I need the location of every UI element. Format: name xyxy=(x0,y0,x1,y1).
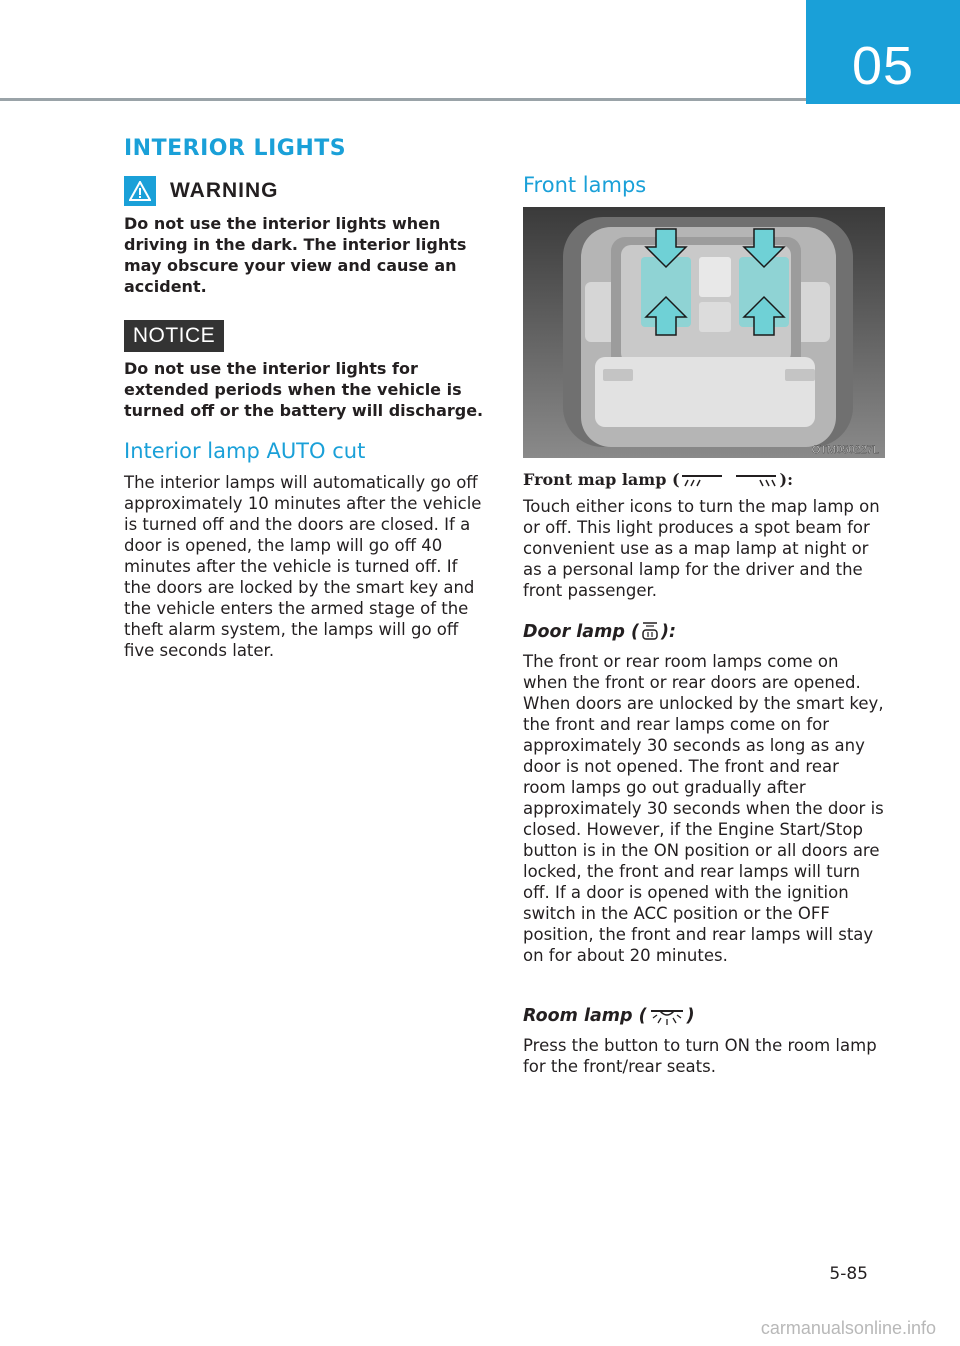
room-lamp-heading xyxy=(523,1005,695,1027)
chapter-tab xyxy=(806,0,960,104)
warning-label: WARNING xyxy=(170,179,279,202)
chapter-number: 05 xyxy=(851,36,915,96)
room-lamp-heading-suffix: ) xyxy=(686,1006,695,1026)
door-lamp-heading-suffix: ): xyxy=(660,622,676,642)
image-code: OTM050227L xyxy=(811,444,879,456)
door-lamp-heading-prefix: Door lamp ( xyxy=(523,622,639,642)
door-lamp-icon xyxy=(639,621,661,643)
warning-triangle-icon xyxy=(124,176,156,206)
room-lamp-heading-prefix: Room lamp ( xyxy=(523,1006,647,1026)
auto-cut-heading: Interior lamp AUTO cut xyxy=(124,439,366,463)
page-number: 5-85 xyxy=(829,1264,868,1284)
warning-text: Do not use the interior lights when driving in the dark. The interior lights may obscure your view and cause an accident. xyxy=(124,214,467,296)
room-lamp-icon xyxy=(647,1005,687,1027)
header-rule xyxy=(0,98,806,101)
section-title: INTERIOR LIGHTS xyxy=(124,136,347,161)
notice-badge: NOTICE xyxy=(124,320,224,352)
map-lamp-text: Touch either icons to turn the map lamp on or off. This light produces a spot beam for convenient use as a map lamp at night or as a personal lamp for the driver and the front passenger. xyxy=(523,497,880,600)
overhead-console-photo xyxy=(523,207,885,458)
watermark: carmanualsonline.info xyxy=(760,1318,936,1338)
door-lamp-text: The front or rear room lamps come on when the front or rear doors are opened. When doors are unlocked by the smart key, the front and rear lamps come on for approximately 30 seconds as long as any door is not opened. The front and rear room lamps go out gradually after approximately 30 seconds when the door is closed. However, if the Engine Start/Stop button is in the ON position or all doors are locked, the front and rear lamps will turn off. If a door is opened with the ignition switch in the ACC position or the OFF position, the front and rear lamps will stay on for about 20 minutes. xyxy=(523,652,884,965)
map-lamp-heading-prefix: Front map lamp ( xyxy=(523,470,680,489)
door-lamp-heading xyxy=(523,621,676,643)
map-lamp-icons xyxy=(680,471,780,489)
front-lamps-heading: Front lamps xyxy=(523,173,647,197)
map-lamp-heading xyxy=(523,470,793,489)
notice-text: Do not use the interior lights for extended periods when the vehicle is turned off or the battery will discharge. xyxy=(124,359,484,420)
room-lamp-text: Press the button to turn ON the room lamp for the front/rear seats. xyxy=(523,1036,877,1076)
auto-cut-text: The interior lamps will automatically go off approximately 10 minutes after the vehicle is turned off and the doors are closed. If a door is opened, the lamp will go off 40 minutes after the vehicle is turned off. If the doors are locked by the smart key and the vehicle enters the armed stage of the theft alarm system, the lamps will go off five seconds later. xyxy=(124,473,482,660)
warning-heading xyxy=(124,176,279,206)
map-lamp-heading-suffix: ): xyxy=(779,470,794,489)
